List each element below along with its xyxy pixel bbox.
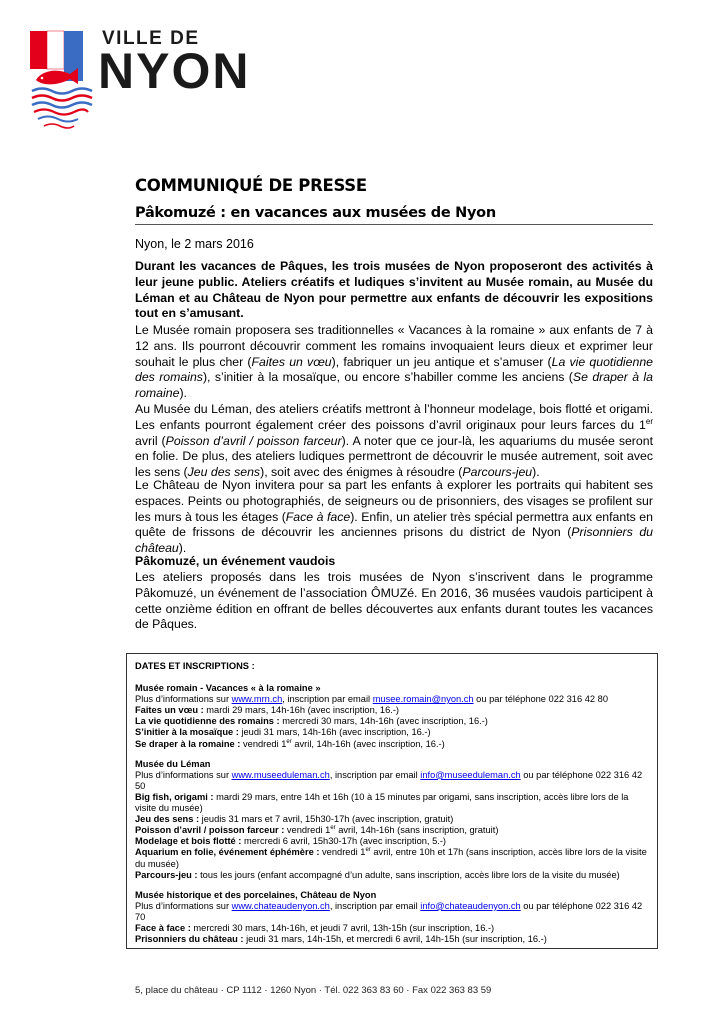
section-musee-leman bbox=[135, 759, 649, 881]
website-link[interactable]: www.museeduleman.ch bbox=[231, 769, 330, 780]
event-line: Jeu des sens : jeudis 31 mars et 7 avril, 15h30-17h (avec inscription, gratuit) bbox=[135, 814, 454, 825]
dates-inscriptions-box bbox=[126, 653, 658, 949]
nyon-emblem-icon bbox=[28, 28, 108, 138]
section-title: Musée romain - Vacances « à la romaine » bbox=[135, 683, 321, 694]
section-title: Musée du Léman bbox=[135, 758, 211, 769]
document-subtitle: Pâkomuzé : en vacances aux musées de Nyon bbox=[135, 205, 653, 225]
section-musee-romain bbox=[135, 683, 649, 750]
event-line: Prisonniers du château : jeudi 31 mars, 14h-15h, et mercredi 6 avril, 14h-15h (sur inscription, 16.-) bbox=[135, 934, 547, 945]
section-chateau bbox=[135, 890, 649, 945]
logo-text-nyon: NYON bbox=[98, 43, 251, 99]
paragraph-chateau: Le Château de Nyon invitera pour sa part les enfants à explorer les portraits qui habitent ses espaces. Peints ou photographiés, de seigneurs ou de prisonniers, des visages se profilent sur les murs à tous les étages (Face à face). Enfin, un atelier très spécial permettra aux enfants en quête de frissons de découvrir les anciennes prisons du district de Nyon (Prisonniers du château). bbox=[135, 478, 653, 556]
section-heading-pakomuze: Pâkomuzé, un événement vaudois bbox=[135, 554, 336, 568]
email-link[interactable]: info@chateaudenyon.ch bbox=[420, 900, 521, 911]
document-date: Nyon, le 2 mars 2016 bbox=[135, 237, 254, 251]
event-line: Big fish, origami : mardi 29 mars, entre 14h et 16h (10 à 15 minutes par origami, sans inscription, accès libre lors de la visite du musée) bbox=[135, 791, 629, 814]
section-title: Musée historique et des porcelaines, Château de Nyon bbox=[135, 889, 377, 900]
paragraph-musee-romain: Le Musée romain proposera ses traditionnelles « Vacances à la romaine » aux enfants de 7 à 12 ans. Ils pourront découvrir comment les romains invoquaient leurs dieux et exprimer leur souhait le plus cher (Faites un vœu), fabriquer un jeu antique et s’amuser (La vie quotidienne des romains), s’initier à la mosaïque, ou encore s’habiller comme les anciens (Se draper à la romaine). bbox=[135, 323, 654, 401]
contact-line: Plus d’informations sur www.chateaudenyon.ch, inscription par email info@chateaudenyon.ch ou par téléphone 022 316 42 70 bbox=[135, 900, 643, 922]
box-heading: DATES ET INSCRIPTIONS : bbox=[135, 661, 255, 671]
contact-line: Plus d’informations sur www.museeduleman.ch, inscription par email info@museeduleman.ch ou par téléphone 022 316 42 50 bbox=[135, 769, 643, 791]
event-line: Parcours-jeu : tous les jours (enfant accompagné d’un adulte, sans inscription, accès libre lors de la visite du musée) bbox=[135, 869, 620, 880]
footer-address: 5, place du château · CP 1112 · 1260 Nyon · Tél. 022 363 83 60 · Fax 022 363 83 59 bbox=[135, 985, 492, 996]
document-title: COMMUNIQUÉ DE PRESSE bbox=[135, 176, 367, 195]
logo-text-ville: VILLE DE bbox=[102, 28, 200, 49]
paragraph-pakomuze: Les ateliers proposés dans les trois musées de Nyon s’inscrivent dans le programme Pâkomuzé, un événement de l’association ÔMUZé. En 2016, 36 musées vaudois participent à cette onzième édition en offrant de belles découvertes aux enfants durant toutes les vacances de Pâques. bbox=[135, 570, 653, 632]
contact-line: Plus d’informations sur www.mrn.ch, inscription par email musee.romain@nyon.ch ou par téléphone 022 316 42 80 bbox=[135, 694, 608, 705]
email-link[interactable]: info@museeduleman.ch bbox=[420, 769, 521, 780]
intro-paragraph: Durant les vacances de Pâques, les trois musées de Nyon proposeront des activités à leur jeune public. Ateliers créatifs et ludiques s’invitent au Musée romain, au Musée du Léman et au Château de Nyon pour permettre aux enfants de découvrir les expositions tout en s’amusant. bbox=[135, 259, 653, 321]
paragraph-musee-leman: Au Musée du Léman, des ateliers créatifs mettront à l’honneur modelage, bois flotté et origami. Les enfants pourront également créer des poissons d’avril originaux pour leurs farces du 1er avril (Poisson d’avril / poisson farceur). A noter que ce jour-là, les aquariums du musée seront en folie. De plus, des ateliers ludiques permettront de découvrir le musée autrement, soit avec les sens (Jeu des sens), soit avec des énigmes à résoudre (Parcours-jeu). bbox=[135, 402, 654, 480]
event-line: S’initier à la mosaïque : jeudi 31 mars, 14h-16h (avec inscription, 16.-) bbox=[135, 727, 431, 738]
email-link[interactable]: musee.romain@nyon.ch bbox=[372, 694, 474, 705]
event-line: Se draper à la romaine : vendredi 1er avril, 14h-16h (avec inscription, 16.-) bbox=[135, 738, 445, 749]
event-line: Faites un vœu : mardi 29 mars, 14h-16h (avec inscription, 16.-) bbox=[135, 705, 400, 716]
website-link[interactable]: www.chateaudenyon.ch bbox=[231, 900, 330, 911]
event-line: Aquarium en folie, événement éphémère : vendredi 1er avril, entre 10h et 17h (sans inscription, accès libre lors de la visite du musée) bbox=[135, 847, 647, 869]
event-line: Modelage et bois flotté : mercredi 6 avril, 15h30-17h (avec inscription, 5.-) bbox=[135, 836, 447, 847]
event-line: Poisson d’avril / poisson farceur : vendredi 1er avril, 14h-16h (sans inscription, gratuit) bbox=[135, 825, 499, 836]
event-line: La vie quotidienne des romains : mercredi 30 mars, 14h-16h (avec inscription, 16.-) bbox=[135, 716, 488, 727]
event-line: Face à face : mercredi 30 mars, 14h-16h, et jeudi 7 avril, 13h-15h (sur inscription, 16.-) bbox=[135, 922, 495, 933]
website-link[interactable]: www.mrn.ch bbox=[231, 694, 283, 705]
ville-de-nyon-logo bbox=[28, 28, 278, 138]
